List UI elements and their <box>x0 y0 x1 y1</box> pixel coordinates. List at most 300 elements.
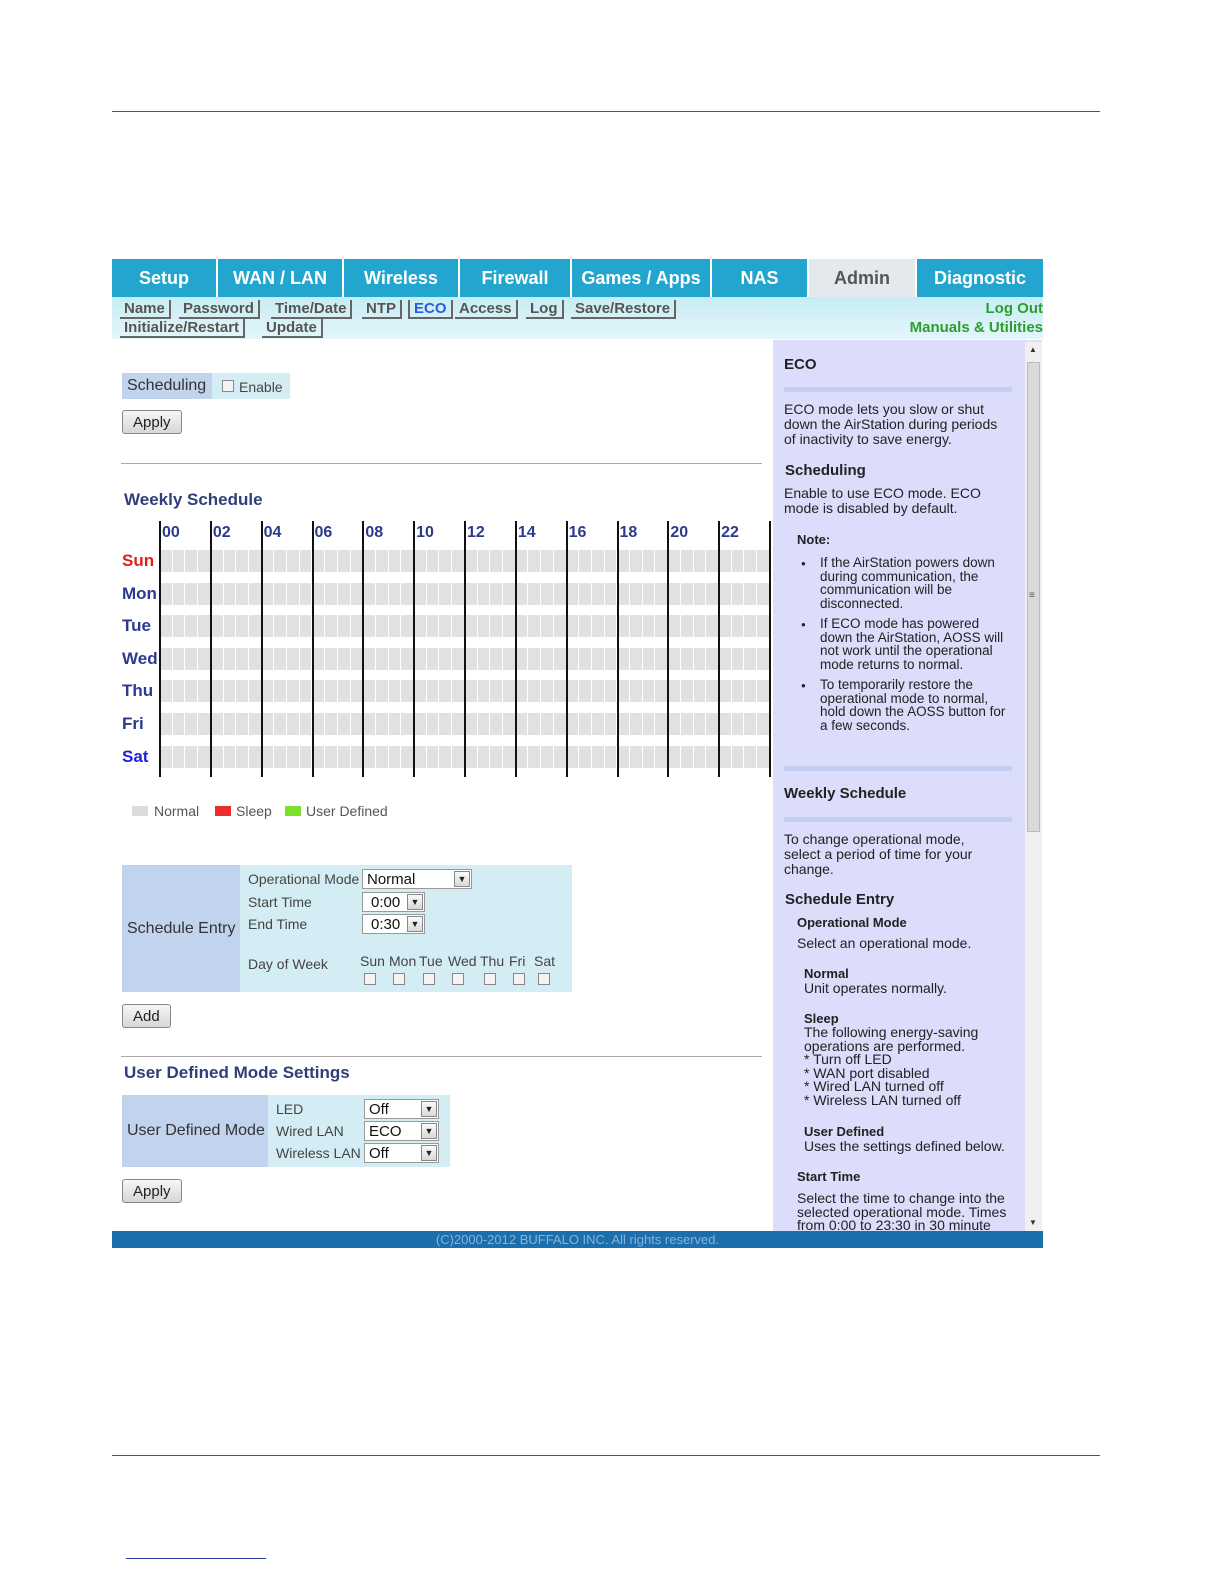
schedule-cell[interactable] <box>605 746 618 768</box>
schedule-cell[interactable] <box>287 713 300 735</box>
schedule-cell[interactable] <box>605 680 618 702</box>
schedule-cell[interactable] <box>287 648 300 670</box>
schedule-cell[interactable] <box>757 583 770 605</box>
schedule-cell[interactable] <box>185 550 198 572</box>
schedule-cell[interactable] <box>325 648 338 670</box>
schedule-cell[interactable] <box>732 583 745 605</box>
schedule-cell[interactable] <box>376 746 389 768</box>
schedule-cell[interactable] <box>668 680 681 702</box>
schedule-cell[interactable] <box>224 713 237 735</box>
schedule-cell[interactable] <box>503 648 516 670</box>
schedule-cell[interactable] <box>744 680 757 702</box>
schedule-cell[interactable] <box>579 615 592 637</box>
schedule-cell[interactable] <box>567 550 580 572</box>
schedule-cell[interactable] <box>211 746 224 768</box>
schedule-cell[interactable] <box>376 583 389 605</box>
schedule-cell[interactable] <box>173 746 186 768</box>
schedule-cell[interactable] <box>173 713 186 735</box>
op-mode-select[interactable] <box>362 869 472 889</box>
schedule-cell[interactable] <box>439 746 452 768</box>
schedule-cell[interactable] <box>465 550 478 572</box>
schedule-cell[interactable] <box>274 648 287 670</box>
schedule-cell[interactable] <box>630 583 643 605</box>
schedule-cell[interactable] <box>224 746 237 768</box>
schedule-cell[interactable] <box>414 615 427 637</box>
tab-wan-lan[interactable]: WAN / LAN <box>218 259 344 297</box>
subtab-initialize-restart[interactable]: Initialize/Restart <box>120 319 245 338</box>
schedule-cell[interactable] <box>338 680 351 702</box>
schedule-cell[interactable] <box>478 648 491 670</box>
schedule-cell[interactable] <box>554 680 567 702</box>
scroll-up-icon[interactable]: ▲ <box>1029 345 1037 354</box>
schedule-cell[interactable] <box>528 746 541 768</box>
schedule-cell[interactable] <box>338 713 351 735</box>
schedule-cell[interactable] <box>452 713 465 735</box>
subtab-save-restore[interactable]: Save/Restore <box>571 300 676 319</box>
schedule-cell[interactable] <box>554 746 567 768</box>
subtab-eco[interactable]: ECO <box>408 300 453 319</box>
schedule-cell[interactable] <box>262 615 275 637</box>
schedule-cell[interactable] <box>630 680 643 702</box>
schedule-cell[interactable] <box>427 550 440 572</box>
schedule-cell[interactable] <box>236 550 249 572</box>
schedule-cell[interactable] <box>668 550 681 572</box>
help-scrollbar[interactable] <box>1025 342 1042 1232</box>
schedule-cell[interactable] <box>439 713 452 735</box>
schedule-cell[interactable] <box>655 713 668 735</box>
schedule-cell[interactable] <box>706 746 719 768</box>
schedule-cell[interactable] <box>744 746 757 768</box>
schedule-cell[interactable] <box>312 615 325 637</box>
schedule-cell[interactable] <box>681 680 694 702</box>
schedule-cell[interactable] <box>478 583 491 605</box>
schedule-cell[interactable] <box>160 680 173 702</box>
schedule-cell[interactable] <box>312 680 325 702</box>
schedule-cell[interactable] <box>478 615 491 637</box>
schedule-cell[interactable] <box>554 713 567 735</box>
tab-admin[interactable]: Admin <box>809 259 917 297</box>
schedule-cell[interactable] <box>490 713 503 735</box>
schedule-cell[interactable] <box>325 746 338 768</box>
schedule-cell[interactable] <box>185 713 198 735</box>
schedule-cell[interactable] <box>643 583 656 605</box>
schedule-cell[interactable] <box>541 615 554 637</box>
subtab-update[interactable]: Update <box>262 319 323 338</box>
schedule-cell[interactable] <box>668 648 681 670</box>
schedule-cell[interactable] <box>617 583 630 605</box>
schedule-cell[interactable] <box>757 680 770 702</box>
schedule-cell[interactable] <box>274 713 287 735</box>
schedule-cell[interactable] <box>427 648 440 670</box>
schedule-cell[interactable] <box>185 583 198 605</box>
schedule-cell[interactable] <box>439 680 452 702</box>
schedule-cell[interactable] <box>668 713 681 735</box>
schedule-cell[interactable] <box>262 648 275 670</box>
schedule-cell[interactable] <box>363 746 376 768</box>
schedule-cell[interactable] <box>224 550 237 572</box>
schedule-cell[interactable] <box>706 583 719 605</box>
schedule-cell[interactable] <box>490 550 503 572</box>
schedule-cell[interactable] <box>452 680 465 702</box>
schedule-cell[interactable] <box>516 583 529 605</box>
subtab-log[interactable]: Log <box>526 300 564 319</box>
schedule-cell[interactable] <box>452 550 465 572</box>
schedule-cell[interactable] <box>490 746 503 768</box>
schedule-cell[interactable] <box>579 648 592 670</box>
schedule-cell[interactable] <box>643 648 656 670</box>
schedule-cell[interactable] <box>554 583 567 605</box>
schedule-cell[interactable] <box>592 583 605 605</box>
schedule-cell[interactable] <box>338 648 351 670</box>
schedule-cell[interactable] <box>706 550 719 572</box>
schedule-cell[interactable] <box>389 680 402 702</box>
schedule-cell[interactable] <box>414 713 427 735</box>
schedule-cell[interactable] <box>719 550 732 572</box>
schedule-cell[interactable] <box>528 583 541 605</box>
schedule-cell[interactable] <box>236 583 249 605</box>
schedule-cell[interactable] <box>617 746 630 768</box>
schedule-cell[interactable] <box>503 680 516 702</box>
schedule-cell[interactable] <box>465 713 478 735</box>
schedule-cell[interactable] <box>185 615 198 637</box>
schedule-cell[interactable] <box>490 648 503 670</box>
schedule-cell[interactable] <box>376 550 389 572</box>
schedule-cell[interactable] <box>224 648 237 670</box>
schedule-cell[interactable] <box>478 713 491 735</box>
dow-checkbox-thu[interactable] <box>484 973 496 985</box>
schedule-cell[interactable] <box>567 583 580 605</box>
schedule-cell[interactable] <box>757 648 770 670</box>
schedule-cell[interactable] <box>567 713 580 735</box>
dow-checkbox-sun[interactable] <box>364 973 376 985</box>
schedule-cell[interactable] <box>732 713 745 735</box>
schedule-cell[interactable] <box>592 680 605 702</box>
schedule-cell[interactable] <box>528 615 541 637</box>
schedule-cell[interactable] <box>211 615 224 637</box>
schedule-cell[interactable] <box>262 680 275 702</box>
schedule-cell[interactable] <box>452 648 465 670</box>
schedule-cell[interactable] <box>516 615 529 637</box>
schedule-cell[interactable] <box>325 615 338 637</box>
tab-wireless[interactable]: Wireless <box>344 259 460 297</box>
schedule-cell[interactable] <box>427 680 440 702</box>
schedule-cell[interactable] <box>681 550 694 572</box>
schedule-cell[interactable] <box>185 648 198 670</box>
schedule-cell[interactable] <box>567 648 580 670</box>
schedule-cell[interactable] <box>617 648 630 670</box>
schedule-cell[interactable] <box>655 746 668 768</box>
schedule-cell[interactable] <box>465 680 478 702</box>
schedule-cell[interactable] <box>655 615 668 637</box>
schedule-cell[interactable] <box>655 680 668 702</box>
schedule-cell[interactable] <box>541 550 554 572</box>
schedule-cell[interactable] <box>490 680 503 702</box>
schedule-cell[interactable] <box>668 583 681 605</box>
schedule-cell[interactable] <box>465 746 478 768</box>
schedule-cell[interactable] <box>744 583 757 605</box>
tab-firewall[interactable]: Firewall <box>460 259 572 297</box>
schedule-cell[interactable] <box>516 746 529 768</box>
schedule-cell[interactable] <box>338 550 351 572</box>
schedule-cell[interactable] <box>312 746 325 768</box>
schedule-cell[interactable] <box>617 713 630 735</box>
schedule-cell[interactable] <box>757 713 770 735</box>
schedule-cell[interactable] <box>732 680 745 702</box>
schedule-cell[interactable] <box>427 713 440 735</box>
schedule-cell[interactable] <box>681 648 694 670</box>
schedule-cell[interactable] <box>528 550 541 572</box>
schedule-cell[interactable] <box>516 550 529 572</box>
schedule-cell[interactable] <box>643 550 656 572</box>
schedule-cell[interactable] <box>503 746 516 768</box>
schedule-cell[interactable] <box>389 648 402 670</box>
schedule-cell[interactable] <box>274 680 287 702</box>
log-out-link[interactable]: Log Out <box>985 300 1043 317</box>
schedule-cell[interactable] <box>452 583 465 605</box>
schedule-cell[interactable] <box>579 550 592 572</box>
schedule-cell[interactable] <box>579 746 592 768</box>
schedule-cell[interactable] <box>694 550 707 572</box>
schedule-cell[interactable] <box>516 680 529 702</box>
schedule-cell[interactable] <box>592 615 605 637</box>
schedule-cell[interactable] <box>681 713 694 735</box>
schedule-cell[interactable] <box>681 583 694 605</box>
schedule-cell[interactable] <box>554 648 567 670</box>
schedule-cell[interactable] <box>262 746 275 768</box>
schedule-cell[interactable] <box>338 746 351 768</box>
schedule-cell[interactable] <box>211 680 224 702</box>
schedule-cell[interactable] <box>274 746 287 768</box>
schedule-cell[interactable] <box>287 583 300 605</box>
schedule-cell[interactable] <box>173 583 186 605</box>
schedule-cell[interactable] <box>287 550 300 572</box>
schedule-cell[interactable] <box>325 550 338 572</box>
schedule-cell[interactable] <box>605 583 618 605</box>
schedule-cell[interactable] <box>211 648 224 670</box>
schedule-cell[interactable] <box>401 713 414 735</box>
schedule-cell[interactable] <box>401 746 414 768</box>
schedule-cell[interactable] <box>236 615 249 637</box>
schedule-cell[interactable] <box>427 746 440 768</box>
schedule-cell[interactable] <box>694 615 707 637</box>
schedule-cell[interactable] <box>706 713 719 735</box>
schedule-cell[interactable] <box>287 680 300 702</box>
schedule-cell[interactable] <box>706 648 719 670</box>
dow-checkbox-tue[interactable] <box>423 973 435 985</box>
schedule-cell[interactable] <box>211 713 224 735</box>
schedule-cell[interactable] <box>605 550 618 572</box>
scheduling-apply-button[interactable]: Apply <box>122 410 182 434</box>
schedule-cell[interactable] <box>262 583 275 605</box>
end-time-select[interactable] <box>362 914 425 934</box>
schedule-cell[interactable] <box>630 615 643 637</box>
schedule-cell[interactable] <box>503 583 516 605</box>
schedule-cell[interactable] <box>478 746 491 768</box>
schedule-cell[interactable] <box>376 615 389 637</box>
schedule-cell[interactable] <box>541 746 554 768</box>
schedule-cell[interactable] <box>478 680 491 702</box>
schedule-cell[interactable] <box>567 746 580 768</box>
schedule-cell[interactable] <box>325 680 338 702</box>
schedule-cell[interactable] <box>452 746 465 768</box>
tab-games-apps[interactable]: Games / Apps <box>572 259 712 297</box>
schedule-cell[interactable] <box>427 583 440 605</box>
schedule-cell[interactable] <box>401 615 414 637</box>
schedule-cell[interactable] <box>757 615 770 637</box>
schedule-cell[interactable] <box>694 680 707 702</box>
schedule-cell[interactable] <box>567 615 580 637</box>
schedule-cell[interactable] <box>694 648 707 670</box>
schedule-cell[interactable] <box>694 746 707 768</box>
schedule-cell[interactable] <box>363 615 376 637</box>
schedule-cell[interactable] <box>236 746 249 768</box>
schedule-cell[interactable] <box>376 680 389 702</box>
schedule-cell[interactable] <box>465 615 478 637</box>
schedule-cell[interactable] <box>224 583 237 605</box>
schedule-cell[interactable] <box>554 615 567 637</box>
schedule-cell[interactable] <box>630 746 643 768</box>
schedule-cell[interactable] <box>224 680 237 702</box>
schedule-cell[interactable] <box>173 615 186 637</box>
schedule-cell[interactable] <box>185 746 198 768</box>
schedule-cell[interactable] <box>744 615 757 637</box>
schedule-cell[interactable] <box>694 713 707 735</box>
schedule-cell[interactable] <box>262 713 275 735</box>
schedule-cell[interactable] <box>173 648 186 670</box>
schedule-cell[interactable] <box>363 680 376 702</box>
schedule-cell[interactable] <box>274 583 287 605</box>
schedule-cell[interactable] <box>363 550 376 572</box>
schedule-cell[interactable] <box>389 713 402 735</box>
schedule-cell[interactable] <box>719 680 732 702</box>
schedule-cell[interactable] <box>401 550 414 572</box>
wired-lan-select[interactable] <box>364 1121 439 1141</box>
schedule-cell[interactable] <box>414 583 427 605</box>
schedule-cell[interactable] <box>160 746 173 768</box>
schedule-cell[interactable] <box>744 713 757 735</box>
schedule-cell[interactable] <box>503 550 516 572</box>
subtab-time-date[interactable]: Time/Date <box>271 300 352 319</box>
schedule-cell[interactable] <box>439 550 452 572</box>
schedule-cell[interactable] <box>655 648 668 670</box>
subtab-ntp[interactable]: NTP <box>362 300 402 319</box>
schedule-cell[interactable] <box>490 583 503 605</box>
schedule-cell[interactable] <box>414 746 427 768</box>
schedule-cell[interactable] <box>312 583 325 605</box>
schedule-cell[interactable] <box>262 550 275 572</box>
schedule-cell[interactable] <box>160 550 173 572</box>
schedule-cell[interactable] <box>516 648 529 670</box>
schedule-cell[interactable] <box>516 713 529 735</box>
schedule-cell[interactable] <box>655 550 668 572</box>
schedule-cell[interactable] <box>630 648 643 670</box>
schedule-cell[interactable] <box>312 550 325 572</box>
schedule-cell[interactable] <box>592 648 605 670</box>
schedule-cell[interactable] <box>401 648 414 670</box>
schedule-cell[interactable] <box>389 583 402 605</box>
schedule-cell[interactable] <box>630 713 643 735</box>
schedule-cell[interactable] <box>732 648 745 670</box>
schedule-cell[interactable] <box>643 615 656 637</box>
schedule-cell[interactable] <box>325 583 338 605</box>
schedule-cell[interactable] <box>414 648 427 670</box>
dow-checkbox-sat[interactable] <box>538 973 550 985</box>
schedule-cell[interactable] <box>528 713 541 735</box>
tab-nas[interactable]: NAS <box>712 259 809 297</box>
schedule-cell[interactable] <box>681 615 694 637</box>
schedule-cell[interactable] <box>439 583 452 605</box>
schedule-cell[interactable] <box>185 680 198 702</box>
schedule-cell[interactable] <box>592 713 605 735</box>
schedule-cell[interactable] <box>617 550 630 572</box>
schedule-cell[interactable] <box>312 648 325 670</box>
schedule-cell[interactable] <box>617 680 630 702</box>
schedule-cell[interactable] <box>579 583 592 605</box>
schedule-cell[interactable] <box>287 615 300 637</box>
dow-checkbox-fri[interactable] <box>513 973 525 985</box>
schedule-cell[interactable] <box>706 615 719 637</box>
schedule-cell[interactable] <box>363 648 376 670</box>
schedule-cell[interactable] <box>732 615 745 637</box>
schedule-cell[interactable] <box>236 713 249 735</box>
schedule-cell[interactable] <box>376 648 389 670</box>
tab-diagnostic[interactable]: Diagnostic <box>917 259 1043 297</box>
subtab-password[interactable]: Password <box>179 300 260 319</box>
schedule-cell[interactable] <box>465 583 478 605</box>
schedule-cell[interactable] <box>757 746 770 768</box>
schedule-cell[interactable] <box>338 615 351 637</box>
schedule-cell[interactable] <box>363 583 376 605</box>
schedule-cell[interactable] <box>389 746 402 768</box>
schedule-cell[interactable] <box>541 680 554 702</box>
schedule-cell[interactable] <box>160 713 173 735</box>
schedule-cell[interactable] <box>211 583 224 605</box>
schedule-cell[interactable] <box>173 550 186 572</box>
schedule-cell[interactable] <box>274 615 287 637</box>
schedule-cell[interactable] <box>605 648 618 670</box>
schedule-cell[interactable] <box>439 648 452 670</box>
schedule-cell[interactable] <box>744 550 757 572</box>
led-select[interactable] <box>364 1099 439 1119</box>
schedule-cell[interactable] <box>719 615 732 637</box>
schedule-cell[interactable] <box>579 680 592 702</box>
schedule-cell[interactable] <box>617 615 630 637</box>
schedule-cell[interactable] <box>706 680 719 702</box>
wireless-lan-select[interactable] <box>364 1143 439 1163</box>
manuals-utilities-link[interactable]: Manuals & Utilities <box>909 319 1043 336</box>
schedule-cell[interactable] <box>567 680 580 702</box>
schedule-cell[interactable] <box>630 550 643 572</box>
schedule-cell[interactable] <box>668 615 681 637</box>
schedule-cell[interactable] <box>363 713 376 735</box>
schedule-cell[interactable] <box>605 615 618 637</box>
schedule-cell[interactable] <box>427 615 440 637</box>
schedule-cell[interactable] <box>643 680 656 702</box>
schedule-cell[interactable] <box>655 583 668 605</box>
schedule-cell[interactable] <box>541 648 554 670</box>
schedule-cell[interactable] <box>490 615 503 637</box>
schedule-cell[interactable] <box>732 746 745 768</box>
schedule-cell[interactable] <box>681 746 694 768</box>
schedule-cell[interactable] <box>274 550 287 572</box>
schedule-cell[interactable] <box>465 648 478 670</box>
schedule-cell[interactable] <box>668 746 681 768</box>
schedule-cell[interactable] <box>173 680 186 702</box>
schedule-cell[interactable] <box>554 550 567 572</box>
add-entry-button[interactable]: Add <box>122 1004 171 1028</box>
schedule-cell[interactable] <box>414 550 427 572</box>
schedule-cell[interactable] <box>719 713 732 735</box>
